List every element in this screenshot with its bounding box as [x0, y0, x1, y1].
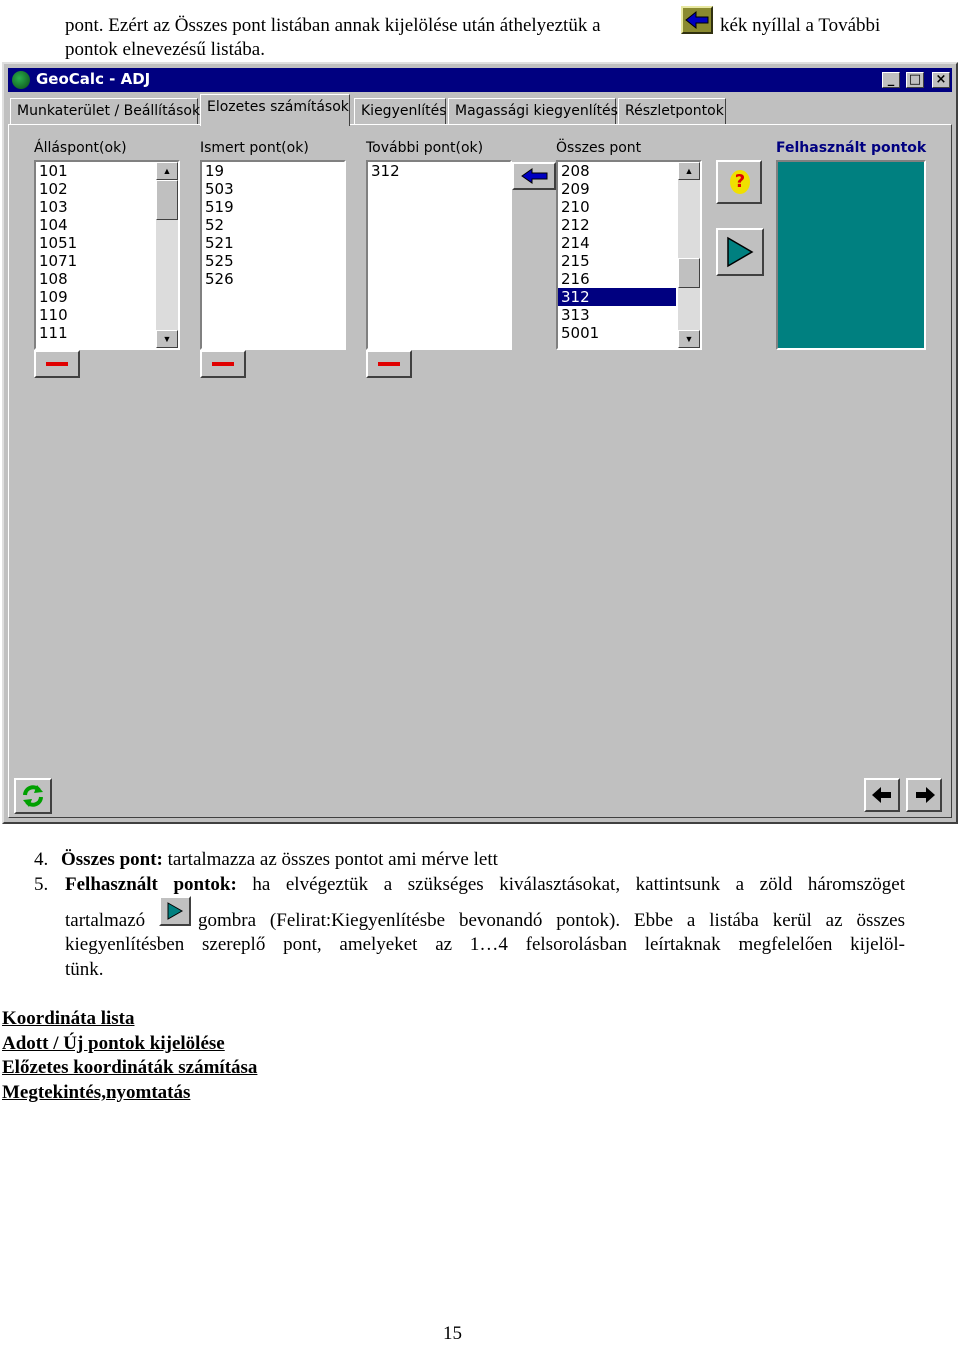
minus-icon: [46, 362, 68, 366]
osszes-list[interactable]: [556, 160, 702, 350]
scroll-up-icon[interactable]: ▲: [156, 162, 178, 180]
allaspont-list-item[interactable]: 109: [39, 288, 68, 306]
left-arrow-icon: [520, 167, 550, 185]
page-number: 15: [443, 1323, 462, 1344]
ismert-list-item[interactable]: 525: [205, 252, 234, 270]
allaspont-label: Álláspont(ok): [34, 140, 127, 156]
tab-kiegyenlites[interactable]: Kiegyenlítés: [354, 98, 446, 124]
osszes-list-item[interactable]: 214: [561, 234, 590, 252]
allaspont-scrollbar[interactable]: [156, 162, 178, 348]
osszes-list-item[interactable]: 5001: [561, 324, 600, 342]
ismert-remove-button[interactable]: [200, 350, 246, 378]
item-5-text-2a: tartalmazó: [65, 910, 146, 931]
allaspont-list-item[interactable]: 104: [39, 216, 68, 234]
maximize-button[interactable]: □: [906, 72, 924, 88]
osszes-scrollbar[interactable]: [678, 162, 700, 348]
scroll-down-icon[interactable]: ▼: [678, 330, 700, 348]
item-4-term: Összes pont:: [61, 849, 163, 870]
tovabbi-remove-button[interactable]: [366, 350, 412, 378]
link-adott-uj-pontok[interactable]: Adott / Új pontok kijelölése: [2, 1033, 225, 1054]
osszes-list-item[interactable]: 210: [561, 198, 590, 216]
allaspont-list-item[interactable]: 110: [39, 306, 68, 324]
allaspont-list-item[interactable]: 1051: [39, 234, 78, 252]
intro-text-a: pont. Ezért az Összes pont listában annak kijelölése után áthelyeztük a: [65, 15, 601, 36]
ismert-list-item[interactable]: 19: [205, 162, 225, 180]
refresh-icon: [20, 783, 46, 809]
tab-reszletpontok[interactable]: Részletpontok: [618, 98, 726, 124]
allaspont-list-item[interactable]: 108: [39, 270, 68, 288]
intro-line-2: pontok elnevezésű listába.: [65, 39, 265, 60]
item-5-text-4: tünk.: [65, 959, 104, 980]
allaspont-list-item[interactable]: 111: [39, 324, 68, 342]
item-4: [34, 848, 498, 872]
osszes-list-item[interactable]: 312: [558, 288, 676, 306]
tab-magassagi[interactable]: Magassági kiegyenlítés: [448, 98, 616, 124]
tovabbi-label: További pont(ok): [366, 140, 484, 156]
item-5-number: 5.: [34, 874, 49, 895]
ismert-list-item[interactable]: 521: [205, 234, 234, 252]
tovabbi-list[interactable]: [366, 160, 512, 350]
allaspont-list-item[interactable]: 102: [39, 180, 68, 198]
next-button[interactable]: [906, 778, 942, 812]
play-icon: [724, 235, 756, 269]
minimize-button[interactable]: _: [882, 72, 900, 88]
refresh-button[interactable]: [14, 778, 52, 814]
felhasznalt-list[interactable]: [776, 160, 926, 350]
ismert-list-item[interactable]: 503: [205, 180, 234, 198]
item-4-text: tartalmazza az összes pontot ami mérve lett: [167, 849, 498, 870]
move-to-tovabbi-button[interactable]: [512, 162, 556, 190]
osszes-label: Összes pont: [556, 140, 642, 156]
osszes-list-item[interactable]: 313: [561, 306, 590, 324]
allaspont-list-item[interactable]: 101: [39, 162, 68, 180]
scroll-thumb[interactable]: [678, 258, 700, 288]
tab-elozetes[interactable]: Elozetes számítások: [200, 94, 350, 126]
felhasznalt-label: Felhasznált pontok: [776, 140, 927, 156]
ismert-label: Ismert pont(ok): [200, 140, 309, 156]
item-5-term: Felhasznált pontok:: [65, 874, 237, 895]
osszes-list-item[interactable]: 212: [561, 216, 590, 234]
ismert-list[interactable]: [200, 160, 346, 350]
item-5-line-1: [65, 873, 905, 897]
prev-button[interactable]: [864, 778, 900, 812]
tovabbi-list-item[interactable]: 312: [371, 162, 400, 180]
intro-text-b: kék nyíllal a További: [720, 15, 881, 36]
allaspont-list[interactable]: [34, 160, 180, 350]
minus-icon: [378, 362, 400, 366]
tab-munkaterulet[interactable]: Munkaterület / Beállítások: [10, 98, 198, 124]
next-icon: [914, 786, 936, 804]
left-arrow-inline-icon: [681, 6, 713, 34]
title-bar[interactable]: [8, 68, 952, 92]
ismert-list-item[interactable]: 52: [205, 216, 225, 234]
minus-icon: [212, 362, 234, 366]
item-5-text-1: ha elvégeztük a szükséges kiválasztásokat, kattintsunk a zöld háromszöget: [252, 874, 905, 895]
osszes-list-item[interactable]: 208: [561, 162, 590, 180]
help-button[interactable]: [716, 160, 762, 204]
link-koordinata-lista[interactable]: Koordináta lista: [2, 1008, 135, 1029]
scroll-down-icon[interactable]: ▼: [156, 330, 178, 348]
prev-icon: [871, 786, 893, 804]
add-to-felhasznalt-button[interactable]: [716, 228, 764, 276]
window-title: GeoCalc - ADJ: [36, 70, 151, 88]
osszes-list-item[interactable]: 215: [561, 252, 590, 270]
item-4-number: 4.: [34, 849, 49, 870]
allaspont-remove-button[interactable]: [34, 350, 80, 378]
osszes-list-item[interactable]: 216: [561, 270, 590, 288]
inline-play-icon: [159, 896, 191, 926]
link-megtekintes[interactable]: Megtekintés,nyomtatás: [2, 1082, 191, 1103]
allaspont-list-item[interactable]: 1071: [39, 252, 78, 270]
ismert-list-item[interactable]: 526: [205, 270, 234, 288]
item-5-text-3: kiegyenlítésben szereplő pont, amelyeket az 1…4 felsorolásban leírtaknak megfelelően kijelöl-: [65, 934, 905, 955]
geocalc-window: [2, 62, 958, 824]
intro-line-1: [65, 14, 601, 38]
close-button[interactable]: ×: [932, 72, 950, 88]
item-5-text-2b: gombra (Felirat:Kiegyenlítésbe bevonandó pontok). Ebbe a listába kerül az összes: [198, 910, 905, 931]
ismert-list-item[interactable]: 519: [205, 198, 234, 216]
allaspont-list-item[interactable]: 103: [39, 198, 68, 216]
osszes-list-item[interactable]: 209: [561, 180, 590, 198]
globe-icon: [12, 71, 30, 89]
help-icon: ?: [730, 170, 750, 194]
scroll-up-icon[interactable]: ▲: [678, 162, 700, 180]
scroll-thumb[interactable]: [156, 180, 178, 220]
link-elozetes-koordinatak[interactable]: Előzetes koordináták számítása: [2, 1057, 258, 1078]
